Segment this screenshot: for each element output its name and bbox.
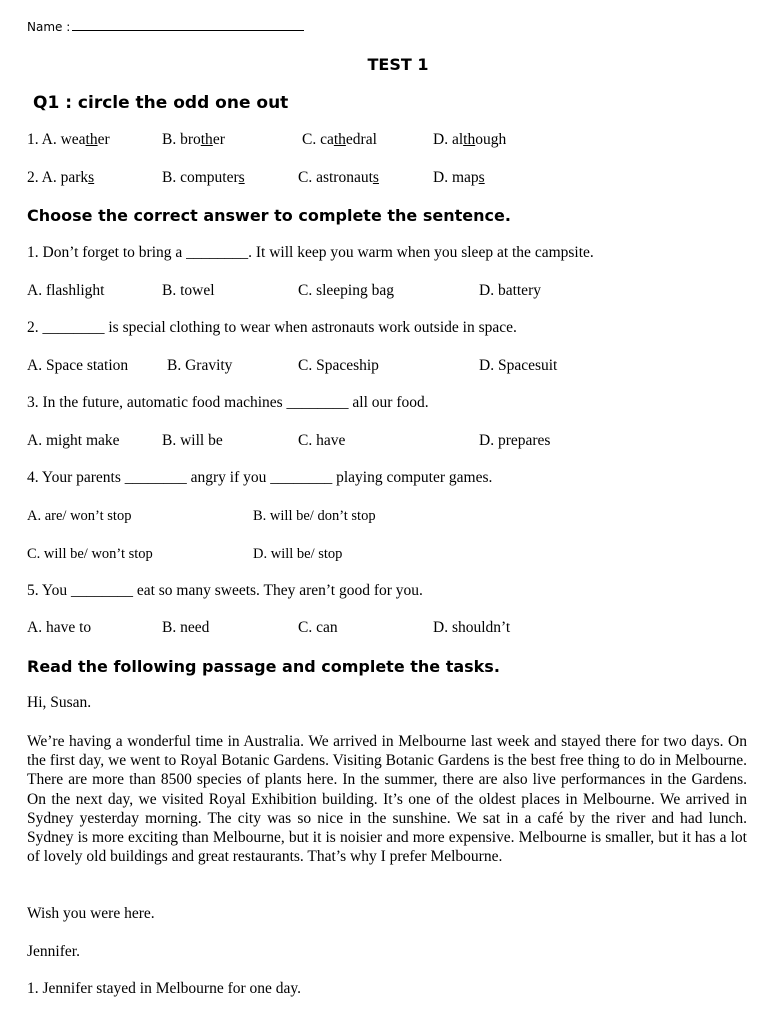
question-5-option-a[interactable]: A. have to <box>27 619 92 636</box>
passage-closing: Wish you were here. <box>27 905 155 922</box>
passage-body: We’re having a wonderful time in Australia. We arrived in Melbourne last week and stayed there for two days. On the first day, we went to Royal Botanic Gardens. Visiting Botanic Gardens is the best free thing to do in Melbourne. There are more than 8500 species of plants here. In the summer, there are also live performances in the Gardens. On the next day, we visited Royal Exhibition building. It’s one of the oldest places in Melbourne. We arrived in Sydney yesterday morning. The city was so nice in the sunshine. We sat in a café by the river and had lunch. Sydney is more exciting than Melbourne, but it is noisier and more expensive. Melbourne is smaller, but it has a lot of lovely old buildings and great restaurants. That’s why I prefer Melbourne. <box>27 733 747 866</box>
question-3-option-a[interactable]: A. might make <box>27 432 120 449</box>
q1-row1-option-c: C. cathedral <box>302 131 377 148</box>
question-4-option-b[interactable]: B. will be/ don’t stop <box>253 508 376 524</box>
passage-greeting: Hi, Susan. <box>27 694 92 711</box>
task-statement-1: 1. Jennifer stayed in Melbourne for one day. <box>27 980 302 997</box>
question-5-text: 5. You ________ eat so many sweets. They aren’t good for you. <box>27 582 423 599</box>
question-4-option-a[interactable]: A. are/ won’t stop <box>27 508 132 524</box>
name-field <box>27 18 304 34</box>
q1-row1-option-b: B. brother <box>162 131 225 148</box>
q1-row1-option-d: D. although <box>433 131 507 148</box>
question-2-option-a[interactable]: A. Space station <box>27 357 129 374</box>
q3-title: Read the following passage and complete the tasks. <box>27 657 500 676</box>
question-2-option-c[interactable]: C. Spaceship <box>298 357 379 374</box>
question-3-text: 3. In the future, automatic food machines ________ all our food. <box>27 394 429 411</box>
question-3-option-b[interactable]: B. will be <box>162 432 223 449</box>
q1-row2-option-a: 2. A. parks <box>27 169 95 186</box>
question-5-option-c[interactable]: C. can <box>298 619 338 636</box>
question-5-option-b[interactable]: B. need <box>162 619 210 636</box>
passage-signature: Jennifer. <box>27 943 80 960</box>
question-1-option-b[interactable]: B. towel <box>162 282 215 299</box>
q1-row1-option-a: 1. A. weather <box>27 131 110 148</box>
q1-title: Q1 : circle the odd one out <box>33 93 289 113</box>
question-4-option-c[interactable]: C. will be/ won’t stop <box>27 546 153 562</box>
question-1-option-a[interactable]: A. flashlight <box>27 282 105 299</box>
question-2-text: 2. ________ is special clothing to wear when astronauts work outside in space. <box>27 319 517 336</box>
question-3-option-d[interactable]: D. prepares <box>479 432 551 449</box>
question-4-text: 4. Your parents ________ angry if you ________ playing computer games. <box>27 469 493 486</box>
q1-row2-option-d: D. maps <box>433 169 485 186</box>
question-1-option-c[interactable]: C. sleeping bag <box>298 282 394 299</box>
name-blank-line[interactable] <box>72 18 304 31</box>
name-label: Name : <box>27 20 71 34</box>
question-2-option-d[interactable]: D. Spacesuit <box>479 357 558 374</box>
question-2-option-b[interactable]: B. Gravity <box>167 357 233 374</box>
page-title: TEST 1 <box>367 55 429 74</box>
q2-title: Choose the correct answer to complete the sentence. <box>27 206 511 225</box>
q1-row2-option-c: C. astronauts <box>298 169 379 186</box>
question-4-option-d[interactable]: D. will be/ stop <box>253 546 343 562</box>
question-5-option-d[interactable]: D. shouldn’t <box>433 619 511 636</box>
question-1-text: 1. Don’t forget to bring a ________. It will keep you warm when you sleep at the campsite. <box>27 244 594 261</box>
question-3-option-c[interactable]: C. have <box>298 432 346 449</box>
q1-row2-option-b: B. computers <box>162 169 245 186</box>
question-1-option-d[interactable]: D. battery <box>479 282 541 299</box>
